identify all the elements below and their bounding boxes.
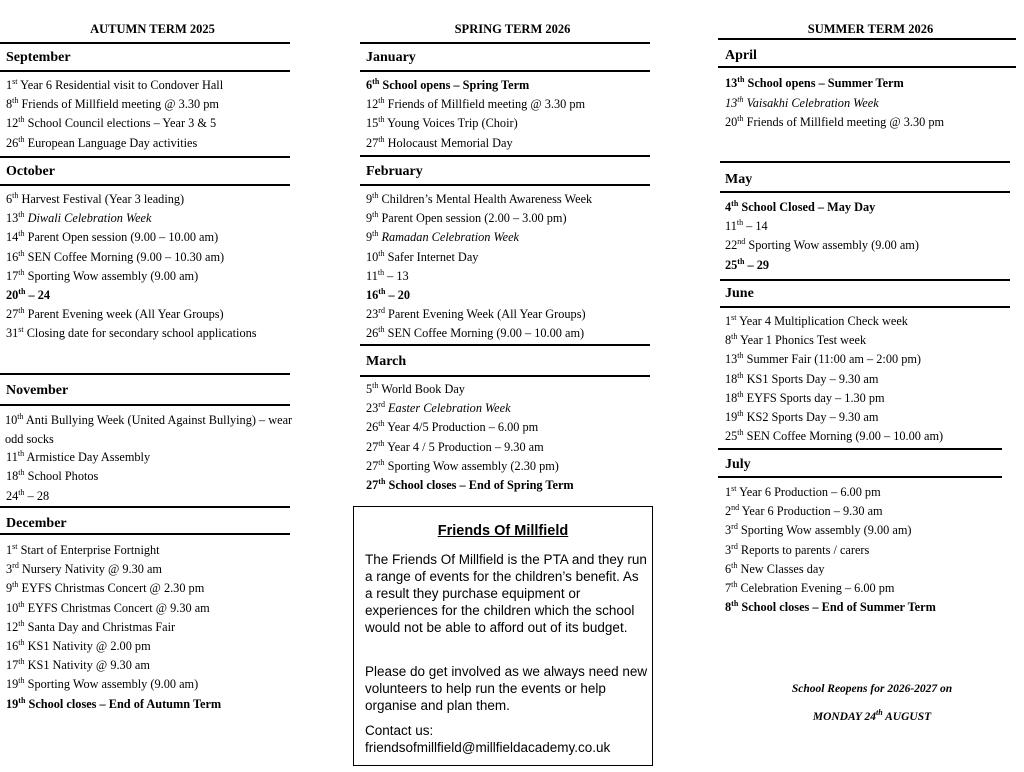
divider xyxy=(360,70,650,72)
event-item: 16th SEN Coffee Morning (9.00 – 10.30 am) xyxy=(6,248,225,264)
event-item: 16th – 20 xyxy=(366,286,411,302)
event-item: 7th Celebration Evening – 6.00 pm xyxy=(725,579,895,595)
event-item: 12th Santa Day and Christmas Fair xyxy=(6,618,176,634)
event-item: 20th – 24 xyxy=(6,286,51,302)
month-heading-february: February xyxy=(366,164,423,179)
event-item: 2nd Year 6 Production – 9.30 am xyxy=(725,503,883,519)
event-item: 1st Year 6 Residential visit to Condover Hall xyxy=(6,76,224,92)
event-item: 10th Safer Internet Day xyxy=(366,248,479,264)
event-item: 19th School closes – End of Autumn Term xyxy=(6,695,222,711)
event-item: 1st Year 6 Production – 6.00 pm xyxy=(725,483,881,499)
event-item: 13th Diwali Celebration Week xyxy=(6,210,152,226)
event-item: 9th EYFS Christmas Concert @ 2.30 pm xyxy=(6,580,205,596)
event-item: 10th Anti Bullying Week (United Against Bullying) – wear odd socks xyxy=(5,411,293,446)
month-heading-december: December xyxy=(6,516,67,531)
month-heading-november: November xyxy=(6,383,69,398)
event-item: 25th SEN Coffee Morning (9.00 – 10.00 am) xyxy=(725,428,944,444)
reopen-line-2: MONDAY 24th AUGUST xyxy=(812,708,932,723)
event-item: 17th Sporting Wow assembly (9.00 am) xyxy=(6,267,199,283)
event-item: 19th KS2 Sports Day – 9.30 am xyxy=(725,408,879,424)
event-item: 8th Year 1 Phonics Test week xyxy=(725,332,867,348)
summer-term-title: SUMMER TERM 2026 xyxy=(807,22,934,36)
month-heading-october: October xyxy=(6,164,55,179)
event-item: 1st Start of Enterprise Fortnight xyxy=(6,541,160,557)
friends-contact-label: Contact us: xyxy=(365,723,434,738)
event-item: 10th EYFS Christmas Concert @ 9.30 am xyxy=(6,599,210,615)
divider xyxy=(720,191,1010,193)
event-item: 6th School opens – Spring Term xyxy=(366,76,530,92)
event-item: 8th School closes – End of Summer Term xyxy=(725,599,936,615)
spring-term-title: SPRING TERM 2026 xyxy=(454,22,571,36)
divider xyxy=(0,70,290,72)
event-item: 27th Year 4 / 5 Production – 9.30 am xyxy=(366,438,544,454)
month-heading-may: May xyxy=(725,172,753,187)
event-item: 8th Friends of Millfield meeting @ 3.30 pm xyxy=(6,96,219,112)
divider xyxy=(0,533,290,535)
event-item: 16th KS1 Nativity @ 2.00 pm xyxy=(6,637,151,653)
event-item: 3rd Nursery Nativity @ 9.30 am xyxy=(6,561,162,577)
event-item: 22nd Sporting Wow assembly (9.00 am) xyxy=(725,237,919,253)
event-item: 19th Sporting Wow assembly (9.00 am) xyxy=(6,676,199,692)
event-item: 9th Children’s Mental Health Awareness Week xyxy=(366,190,593,206)
event-item: 27th School closes – End of Spring Term xyxy=(366,476,574,492)
event-item: 11th Armistice Day Assembly xyxy=(6,448,151,464)
event-item: 13th Summer Fair (11:00 am – 2:00 pm) xyxy=(725,351,922,367)
event-item: 23rd Parent Evening Week (All Year Groups) xyxy=(366,306,586,322)
event-item: 18th School Photos xyxy=(6,468,99,484)
event-item: 24th – 28 xyxy=(6,487,50,503)
event-item: 13th School opens – Summer Term xyxy=(725,74,904,90)
divider xyxy=(0,184,290,186)
reopen-line-1: School Reopens for 2026-2027 on xyxy=(791,683,953,695)
friends-paragraph-1: The Friends Of Millfield is the PTA and they run a range of events for the children’s benefit. As a result they purchase equipment or experiences for the children which the school would not be able to afford out of its budget. xyxy=(365,552,647,635)
event-item: 11th – 14 xyxy=(725,218,768,234)
divider xyxy=(720,306,1010,308)
event-item: 27th Holocaust Memorial Day xyxy=(366,134,513,150)
event-item: 9th Ramadan Celebration Week xyxy=(366,229,519,245)
divider xyxy=(0,404,290,406)
event-item: 18th EYFS Sports day – 1.30 pm xyxy=(725,389,885,405)
friends-paragraph-2: Please do get involved as we always need new volunteers to help run the events or help organise and plan them. xyxy=(365,664,648,713)
divider xyxy=(720,279,1010,281)
month-heading-june: June xyxy=(725,286,754,301)
month-heading-july: July xyxy=(725,457,751,472)
divider xyxy=(0,42,290,44)
event-item: 3rd Reports to parents / carers xyxy=(725,541,870,557)
divider xyxy=(718,476,1002,478)
friends-of-millfield-box xyxy=(353,506,653,766)
event-item: 4th School Closed – May Day xyxy=(725,198,876,214)
event-item: 15th Young Voices Trip (Choir) xyxy=(366,115,518,131)
event-item: 17th KS1 Nativity @ 9.30 am xyxy=(6,657,150,673)
event-item: 12th School Council elections – Year 3 & 5 xyxy=(6,115,217,131)
event-item: 9th Parent Open session (2.00 – 3.00 pm) xyxy=(366,210,567,226)
friends-title: Friends Of Millfield xyxy=(437,523,569,539)
divider xyxy=(360,344,650,346)
divider xyxy=(0,506,290,508)
event-item: 6th New Classes day xyxy=(725,560,825,576)
event-item: 26th SEN Coffee Morning (9.00 – 10.00 am) xyxy=(366,325,585,341)
event-item: 14th Parent Open session (9.00 – 10.00 am) xyxy=(6,229,219,245)
event-item: 1st Year 4 Multiplication Check week xyxy=(725,312,908,328)
event-item: 26th Year 4/5 Production – 6.00 pm xyxy=(366,419,539,435)
event-item: 5th World Book Day xyxy=(366,380,465,396)
divider xyxy=(360,42,650,44)
event-item: 25th – 29 xyxy=(725,256,770,272)
month-heading-september: September xyxy=(6,50,71,65)
event-item: 31st Closing date for secondary school applications xyxy=(6,325,257,341)
event-item: 3rd Sporting Wow assembly (9.00 am) xyxy=(725,522,912,538)
event-item: 11th – 13 xyxy=(366,267,409,283)
event-item: 27th Parent Evening week (All Year Groups) xyxy=(6,306,224,322)
divider xyxy=(718,38,1016,40)
divider xyxy=(718,66,1016,68)
event-item: 20th Friends of Millfield meeting @ 3.30 pm xyxy=(725,113,945,129)
divider xyxy=(0,373,290,375)
month-heading-march: March xyxy=(366,354,407,369)
autumn-term-title: AUTUMN TERM 2025 xyxy=(90,22,215,36)
event-item: 12th Friends of Millfield meeting @ 3.30 pm xyxy=(366,96,586,112)
divider xyxy=(720,161,1010,163)
divider xyxy=(360,184,650,186)
event-item: 26th European Language Day activities xyxy=(6,134,198,150)
divider xyxy=(360,375,650,377)
event-item: 13th Vaisakhi Celebration Week xyxy=(725,94,879,110)
month-heading-april: April xyxy=(725,48,757,63)
event-item: 18th KS1 Sports Day – 9.30 am xyxy=(725,370,879,386)
divider xyxy=(360,155,650,157)
divider xyxy=(0,156,290,158)
month-heading-january: January xyxy=(366,50,416,65)
event-item: 23rd Easter Celebration Week xyxy=(366,400,511,416)
friends-contact-email[interactable]: friendsofmillfield@millfieldacademy.co.uk xyxy=(365,740,611,755)
event-item: 6th Harvest Festival (Year 3 leading) xyxy=(6,190,185,206)
divider xyxy=(718,448,1002,450)
event-item: 27th Sporting Wow assembly (2.30 pm) xyxy=(366,457,559,473)
